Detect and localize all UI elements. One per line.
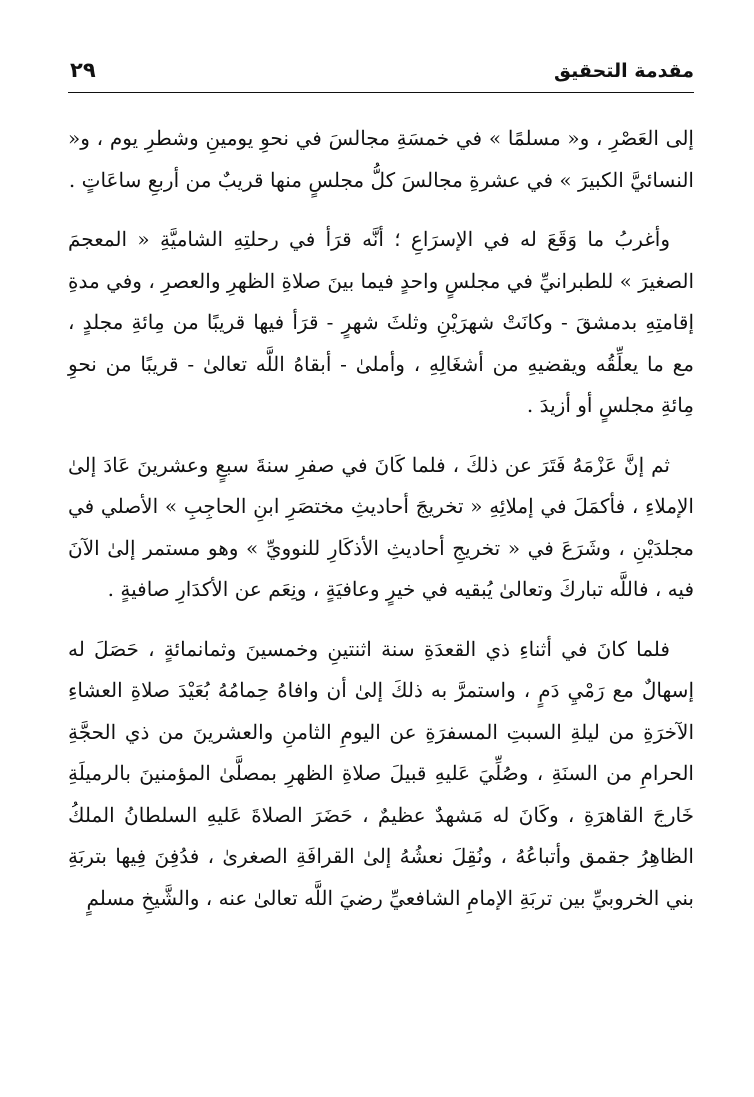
paragraph: إلى العَصْرِ ، و« مسلمًا » في خمسَةِ مجالسَ في نحوِ يومينِ وشطرِ يوم ، و« النسائيَّ الكبيرَ » في عشرةِ مجالسَ كلُّ مجلسٍ منها قريبٌ من أربعِ ساعَاتٍ . — [68, 126, 694, 192]
paragraph: وأغربُ ما وَقَعَ له في الإسرَاعِ ؛ أنَّه قرَأ في رحلتِهِ الشاميَّةِ « المعجمَ الصغيرَ » للطبرانيِّ في مجلسٍ واحدٍ فيما بينَ صلاةِ الظهرِ والعصرِ ، وفي مدةِ إقامتِهِ بدمشقَ - وكانَتْ شهرَيْنِ وثلثَ شهرٍ - قرَأ فيها قريبًا من مِائةِ مجلدٍ ، مع ما يعلِّقُه ويقضيهِ من أشغَالِهِ ، وأملىٰ - أبقاهُ اللَّه تعالىٰ - قريبًا من نحوِ مِائةِ مجلسٍ أو أزيدَ . — [68, 227, 694, 417]
paragraph: فلما كانَ في أثناءِ ذي القعدَةِ سنة اثنتينِ وخمسينَ وثمانمائةٍ ، حَصَلَ له إسهالٌ مع رَمْيِ دَمٍ ، واستمرَّ به ذلكَ إلىٰ أن وافاهُ حِمامُهُ بُعَيْدَ صلاةِ العشاءِ الآخرَةِ من ليلةِ السبتِ المسفرَةِ عن اليومِ الثامنِ والعشرينَ من ذي الحجَّةِ الحرامِ من السنَةِ ، وصُلِّيَ عَليهِ قبيلَ صلاةِ الظهرِ بمصلَّىٰ المؤمنينَ بالرميلَةِ خَارجَ القاهرَةِ ، وكَانَ له مَشهدٌ عظيمٌ ، حَضَرَ الصلاةَ عَليهِ السلطانُ الملكُ الظاهِرُ جقمق وأتباعُهُ ، ونُقِلَ نعشُهُ إلىٰ القرافَةِ الصغرىٰ ، فدُفِنَ فِيها بتربَةِ بني الخروبيِّ بين تربَةِ الإمامِ الشافعيِّ رضيَ اللَّه تعالىٰ عنه ، والشَّيخِ مسلمٍ — [68, 636, 695, 910]
paragraph: ثم إنَّ عَزْمَهُ فَتَرَ عن ذلكَ ، فلما كَانَ في صفرِ سنةَ سبعٍ وعشرينَ عَادَ إلىٰ الإملاءِ ، فأكمَلَ في إملائِهِ « تخريجَ أحاديثِ مختصَرِ ابنِ الحاجِبِ » الأصلي في مجلدَيْنِ ، وشَرَعَ في « تخريجِ أحاديثِ الأذكَارِ للنوويِّ » وهو مستمر إلىٰ الآنَ فيه ، فاللَّه تباركَ وتعالىٰ يُبقيه في خيرٍ وعافيَةٍ ، ونِعَم عن الأكدَارِ صافيةٍ . — [68, 452, 694, 601]
page-header — [70, 58, 694, 94]
body-text — [68, 118, 694, 937]
header-rule — [68, 92, 694, 93]
running-title: مقدمة التحقيق — [554, 60, 694, 82]
page-number: ٢٩ — [70, 58, 96, 82]
